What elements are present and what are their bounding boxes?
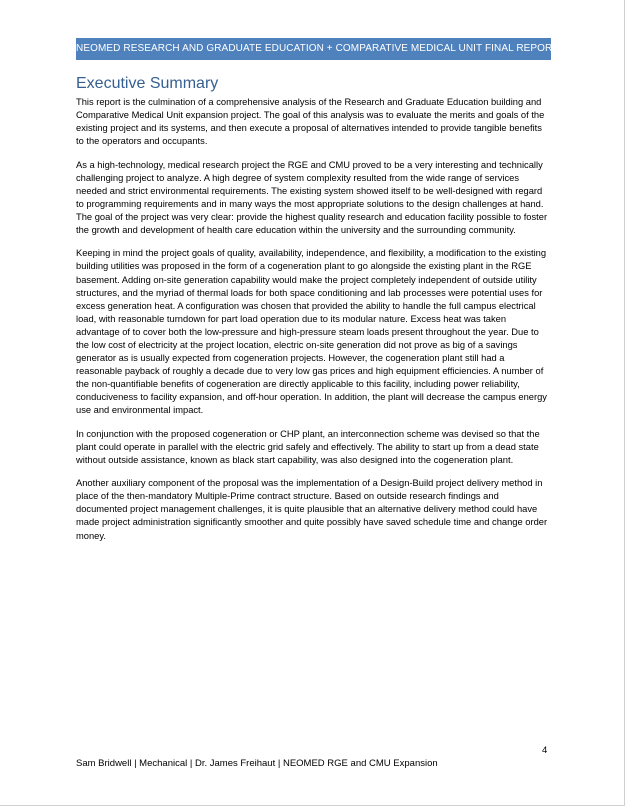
section-title: Executive Summary (76, 75, 219, 92)
paragraph: In conjunction with the proposed cogeneration or CHP plant, an interconnection scheme was devised so that the plant could operate in parallel with the electric grid safely and effectively. The ability to start up from a dead state without outside assistance, known as black start capability, was also designed into the cogeneration plant. (76, 428, 540, 465)
page-number: 4 (542, 745, 548, 756)
paragraph: Another auxiliary component of the proposal was the implementation of a Design-Build project delivery method in place of the then-mandatory Multiple-Prime contract structure. Based on outside research findings and documented project management challenges, it is quite plausible that an alternative delivery method could have made project administration significantly smoother and quite possibly have saved schedule time and change order money. (76, 478, 548, 541)
paragraph: This report is the culmination of a comprehensive analysis of the Research and Graduate Education building and Comparative Medical Unit expansion project. The goal of this analysis was to evaluate the merits and goals of the existing project and its systems, and then execute a proposal of alternatives intended to provide tangible benefits to the operators and occupants. (76, 97, 545, 147)
paragraph: Keeping in mind the project goals of quality, availability, independence, and flexibility, a modification to the existing building utilities was proposed in the form of a cogeneration plant to go alongside the existing plant in the RGE basement. Adding on-site generation capability would make the project completely independent of outside utility structures, and the myriad of thermal loads for both space conditioning and lab processes were potential uses for excess generation heat. A configuration was chosen that provided the ability to handle the full campus electrical load, with reasonable turndown for part load operation due to its modular nature. Excess heat was taken advantage of to cover both the low-pressure and high-pressure steam loads present throughout the year. Due to the low cost of electricity at the project location, electric on-site generation did not prove as big of a savings generator as is usually expected from cogeneration projects. However, the cogeneration plant still had a reasonable payback of roughly a decade due to very low gas prices and high equipment efficiencies. A number of the non-quantifiable benefits of cogeneration are directly applicable to this facility, including power reliability, conduciveness to facility expansion, and off-hour operation. In addition, the plant will decrease the campus energy use and environmental impact. (76, 248, 547, 416)
page-footer: Sam Bridwell | Mechanical | Dr. James Freihaut | NEOMED RGE and CMU Expansion (76, 758, 438, 769)
report-header-banner: NEOMED RESEARCH AND GRADUATE EDUCATION + COMPARATIVE MEDICAL UNIT FINAL REPORT (76, 38, 551, 60)
body-text (76, 96, 552, 553)
paragraph: As a high-technology, medical research project the RGE and CMU proved to be a very interesting and technically challenging project to analyze. A high degree of system complexity resulted from the wide range of services needed and strict environmental requirements. The existing system showed itself to be well-designed with regard to programming requirements and in many ways the most appropriate solutions to the design challenges at hand. The goal of the project was very clear: provide the highest quality research and education facility possible to foster the growth and development of health care education within the university and the surrounding community. (76, 159, 548, 236)
